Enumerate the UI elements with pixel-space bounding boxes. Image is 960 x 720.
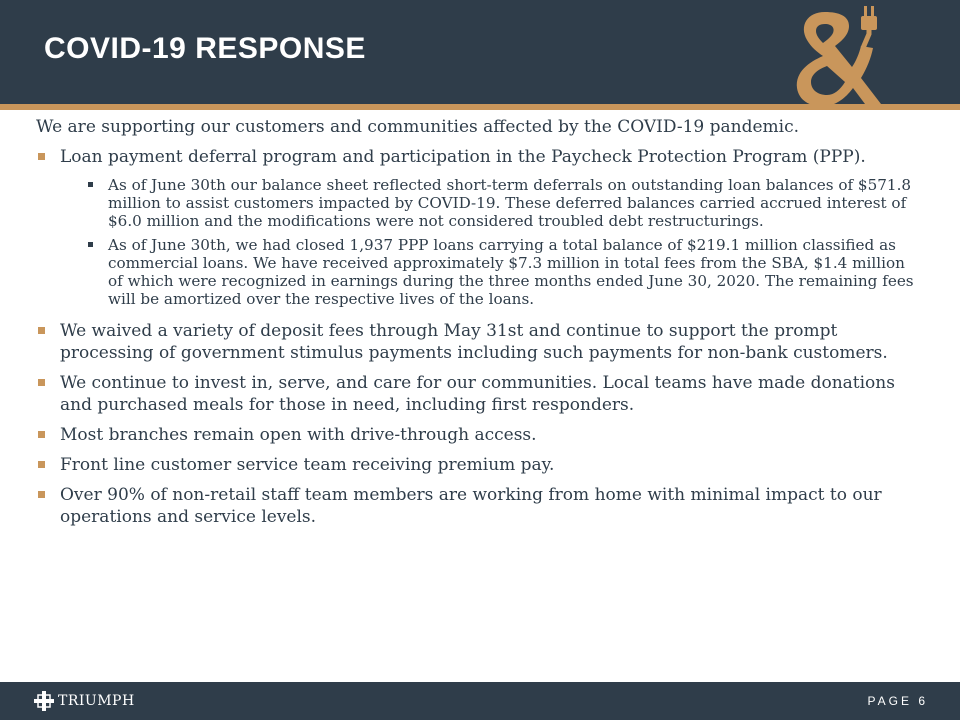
square-bullet-icon bbox=[38, 327, 45, 334]
square-bullet-icon bbox=[38, 461, 45, 468]
bullet-text: Front line customer service team receiving premium pay. bbox=[60, 455, 555, 475]
brand-logo bbox=[34, 690, 135, 712]
sub-bullet-text: As of June 30th our balance sheet reflected short-term deferrals on outstanding loan balances of $571.8 million to assist customers impacted by COVID-19. These deferred balances carried accrued interest of $6.0 million and the modifications were not considered troubled debt restructurings. bbox=[108, 176, 912, 230]
bullet-text: Loan payment deferral program and participation in the Paycheck Protection Program (PPP). bbox=[60, 147, 866, 167]
bullet-item bbox=[36, 372, 916, 416]
sub-bullet-item bbox=[36, 236, 916, 308]
bullet-text: We continue to invest in, serve, and care for our communities. Local teams have made donations and purchased meals for those in need, including first responders. bbox=[60, 373, 895, 415]
slide-body bbox=[36, 116, 916, 536]
square-bullet-icon bbox=[38, 431, 45, 438]
brand-name: TRIUMPH bbox=[58, 693, 135, 709]
header-accent-rule bbox=[0, 104, 960, 110]
sub-bullet-item bbox=[36, 176, 916, 230]
bullet-text: Most branches remain open with drive-through access. bbox=[60, 425, 537, 445]
slide-header bbox=[0, 0, 960, 104]
intro-text: We are supporting our customers and communities affected by the COVID-19 pandemic. bbox=[36, 117, 800, 137]
bullet-text: Over 90% of non-retail staff team members are working from home with minimal impact to our operations and service levels. bbox=[60, 485, 882, 527]
ampersand-plug-logo-icon bbox=[785, 4, 885, 110]
bullet-text: We waived a variety of deposit fees through May 31st and continue to support the prompt processing of government stimulus payments including such payments for non-bank customers. bbox=[60, 321, 888, 363]
bullet-item bbox=[36, 454, 916, 476]
bullet-item bbox=[36, 146, 916, 168]
bullet-item bbox=[36, 320, 916, 364]
page-label: PAGE bbox=[867, 694, 912, 708]
page-number: 6 bbox=[918, 694, 928, 708]
small-square-bullet-icon bbox=[88, 182, 93, 187]
page-indicator bbox=[868, 694, 929, 708]
small-square-bullet-icon bbox=[88, 242, 93, 247]
triumph-cross-icon bbox=[34, 691, 54, 711]
sub-bullet-text: As of June 30th, we had closed 1,937 PPP loans carrying a total balance of $219.1 million classified as commercial loans. We have received approximately $7.3 million in total fees from the SBA, $1.4 million of which were recognized in earnings during the three months ended June 30, 2020. The remaining fees will be amortized over the respective lives of the loans. bbox=[108, 236, 914, 308]
square-bullet-icon bbox=[38, 491, 45, 498]
square-bullet-icon bbox=[38, 153, 45, 160]
bullet-item bbox=[36, 424, 916, 446]
square-bullet-icon bbox=[38, 379, 45, 386]
slide-title: COVID-19 RESPONSE bbox=[44, 32, 366, 65]
bullet-item bbox=[36, 484, 916, 528]
slide-footer bbox=[0, 682, 960, 720]
